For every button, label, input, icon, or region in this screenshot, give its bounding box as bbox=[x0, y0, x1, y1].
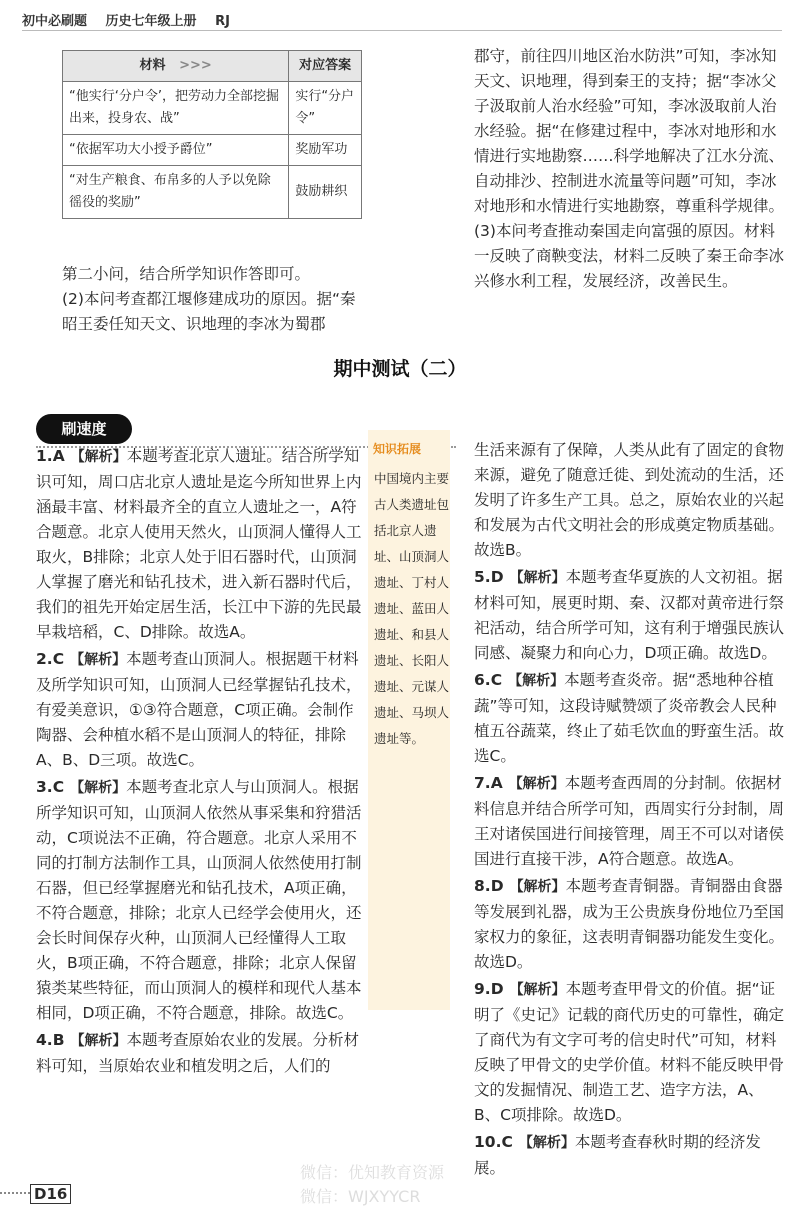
answer-letter: A bbox=[490, 774, 503, 792]
answer-letter: C bbox=[501, 1133, 513, 1151]
answer-letter: D bbox=[490, 980, 504, 998]
answer-item bbox=[474, 977, 784, 1128]
answer-letter: C bbox=[490, 671, 503, 689]
top-left-text: 第二小问，结合所学知识作答即可。 (2)本问考查都江堰修建成功的原因。据“秦昭王委任知天文、识地理的李冰为蜀郡 bbox=[62, 265, 356, 333]
table-head-answer: 对应答案 bbox=[289, 51, 362, 82]
answer-item bbox=[474, 874, 784, 975]
question-number: 8. bbox=[474, 877, 491, 895]
table-row: “依据军功大小授予爵位” 奖励军功 bbox=[63, 135, 362, 166]
analysis-tag: 【解析】 bbox=[509, 982, 566, 998]
subject-name: 历史七年级上册 bbox=[105, 14, 197, 29]
answer-item bbox=[36, 444, 366, 645]
analysis-text: 本题考查甲骨文的价值。据“证明了《史记》记载的商代历史的可靠性，确定了商代为有文字可考的信史时代”可知，材料反映了甲骨文的史学价值。材料不能反映甲骨文的发掘情况、制造工艺、造字方法，A、B、C项排除。故选D。 bbox=[474, 980, 785, 1124]
question-number: 3. bbox=[36, 778, 53, 796]
question-number: 5. bbox=[474, 568, 491, 586]
answers-right-column bbox=[474, 438, 784, 1183]
question-number: 7. bbox=[474, 774, 491, 792]
question-number: 4. bbox=[36, 1031, 53, 1049]
section-title: 期中测试（二） bbox=[333, 358, 467, 380]
analysis-text: 本题考查山顶洞人。根据题干材料及所学知识可知，山顶洞人已经掌握钻孔技术，有爱美意识，①③符合题意，C项正确。会制作陶器、会种植水稻不是山顶洞人的特征，排除A、B、D三项。故选C。 bbox=[36, 650, 362, 769]
answer-item bbox=[474, 771, 784, 872]
answer-letter: C bbox=[52, 778, 65, 796]
page-number: D16 bbox=[30, 1184, 71, 1204]
book-name: 初中必刷题 bbox=[22, 14, 88, 29]
answer-item bbox=[474, 668, 784, 769]
analysis-tag: 【解析】 bbox=[70, 780, 127, 796]
analysis-tag: 【解析】 bbox=[508, 673, 565, 689]
table-head-material: 材料 >>> bbox=[63, 51, 289, 82]
analysis-tag: 【解析】 bbox=[70, 1033, 127, 1049]
analysis-tag: 【解析】 bbox=[70, 652, 127, 668]
analysis-text: 本题考查西周的分封制。依据材料信息并结合所学可知，西周实行分封制，周王对诸侯国进行间接管理，周王不可以对诸侯国进行直接干涉，A符合题意。故选A。 bbox=[474, 774, 785, 868]
header-rule bbox=[22, 30, 782, 31]
answer-letter: C bbox=[52, 650, 65, 668]
analysis-tag: 【解析】 bbox=[509, 570, 566, 586]
answer-item bbox=[474, 565, 784, 666]
analysis-tag: 【解析】 bbox=[509, 879, 566, 895]
analysis-text: 本题考查华夏族的人文初祖。据材料可知，展更时期、秦、汉都对黄帝进行祭祀活动，结合所学可知，这有利于增强民族认同感、凝聚力和向心力，D项正确。故选D。 bbox=[474, 568, 785, 662]
footer-dots bbox=[0, 1192, 30, 1194]
analysis-text: 本题考查春秋时期的经济发展。 bbox=[474, 1133, 761, 1177]
question-number: 6. bbox=[474, 671, 491, 689]
question-number: 2. bbox=[36, 650, 53, 668]
edition: RJ bbox=[215, 14, 230, 29]
side-note-heading: 知识拓展 bbox=[373, 442, 422, 456]
answer-item bbox=[474, 438, 784, 563]
analysis-text: 生活来源有了保障，人类从此有了固定的食物来源，避免了随意迁徙、到处流动的生活，还发明了许多生产工具。总之，原始农业的兴起和发展为古代文明社会的形成奠定物质基础。故选B。 bbox=[474, 441, 785, 559]
analysis-text: 本题考查原始农业的发展。分析材料可知，当原始农业和植发明之后，人们的 bbox=[36, 1031, 360, 1075]
top-right-text: 郡守，前往四川地区治水防洪”可知，李冰知天文、识地理，得到秦王的支持；据“李冰父子汲取前人治水经验”可知，李冰汲取前人治水经验。据“在修建过程中，李冰对地形和水情进行实地勘察……科学地解决了江水分流、自动排沙、控制进水流量等问题”可知，李冰对地形和水情进行实地勘察，尊重科学规律。 (3)本问考查推动秦国走向富强的原因。材料一反映了商鞅变法，材料二反映了秦王命李冰兴修水利工程，发展经济，改善民生。 bbox=[474, 47, 785, 290]
material-answer-table bbox=[62, 50, 362, 219]
answer-item bbox=[36, 647, 366, 773]
side-note-text: 中国境内主要古人类遗址包括北京人遗址、山顶洞人遗址、丁村人遗址、蓝田人遗址、和县人遗址、长阳人遗址、元谋人遗址、马坝人遗址等。 bbox=[374, 471, 450, 746]
analysis-text: 本题考查炎帝。据“悉地种谷植蔬”等可知，这段诗赋赞颂了炎帝教会人民种植五谷蔬菜，终止了茹毛饮血的野蛮生活。故选C。 bbox=[474, 671, 785, 765]
answer-letter: B bbox=[52, 1031, 65, 1049]
watermark-line-2: 微信：WJXYYCR bbox=[300, 1187, 421, 1206]
analysis-text: 本题考查青铜器。青铜器由食器等发展到礼器，成为王公贵族身份地位乃至国家权力的象征，这表明青铜器功能发生变化。故选D。 bbox=[474, 877, 785, 971]
answer-item bbox=[36, 775, 366, 1026]
analysis-text: 本题考查北京人与山顶洞人。根据所学知识可知，山顶洞人依然从事采集和狩猎活动，C项说法不正确，符合题意。北京人采用不同的打制方法制作工具，山顶洞人依然使用打制石器，但已经掌握磨光和钻孔技术，A项正确，不符合题意，排除；北京人已经学会使用火，还会长时间保存火种，山顶洞人已经懂得人工取火，B项正确，不符合题意，排除；北京人保留猿类某些特征，而山顶洞人的模样和现代人基本相同，D项正确，不符合题意，排除。故选C。 bbox=[36, 778, 362, 1022]
question-number: 10. bbox=[474, 1133, 502, 1151]
answer-letter: D bbox=[490, 877, 504, 895]
answer-item bbox=[474, 1130, 784, 1181]
analysis-text: 本题考查北京人遗址。结合所学知识可知，周口店北京人遗址是迄今所知世界上内涵最丰富、材料最齐全的直立人遗址之一，A符合题意。北京人使用天然火，山顶洞人懂得人工取火，B排除；北京人处于旧石器时代，山顶洞人掌握了磨光和钻孔技术，进入新石器时代后，我们的祖先开始定居生活，长江中下游的先民最早栽培稻，C、D排除。故选A。 bbox=[36, 447, 362, 641]
table-row: “对生产粮食、布帛多的人予以免除徭役的奖励” 鼓励耕织 bbox=[63, 166, 362, 219]
question-number: 9. bbox=[474, 980, 491, 998]
table-row: “他实行‘分户令’，把劳动力全部挖掘出来，投身农、战” 实行“分户令” bbox=[63, 82, 362, 135]
speed-badge: 刷速度 bbox=[36, 414, 132, 444]
running-header bbox=[22, 10, 244, 29]
analysis-tag: 【解析】 bbox=[518, 1135, 575, 1151]
answers-left-column bbox=[36, 444, 366, 1081]
analysis-tag: 【解析】 bbox=[70, 449, 127, 465]
watermark-line-1: 微信：优知教育资源 bbox=[300, 1163, 445, 1182]
answer-letter: D bbox=[490, 568, 504, 586]
analysis-tag: 【解析】 bbox=[508, 776, 565, 792]
answer-item bbox=[36, 1028, 366, 1079]
answer-letter: A bbox=[52, 447, 65, 465]
question-number: 1. bbox=[36, 447, 53, 465]
